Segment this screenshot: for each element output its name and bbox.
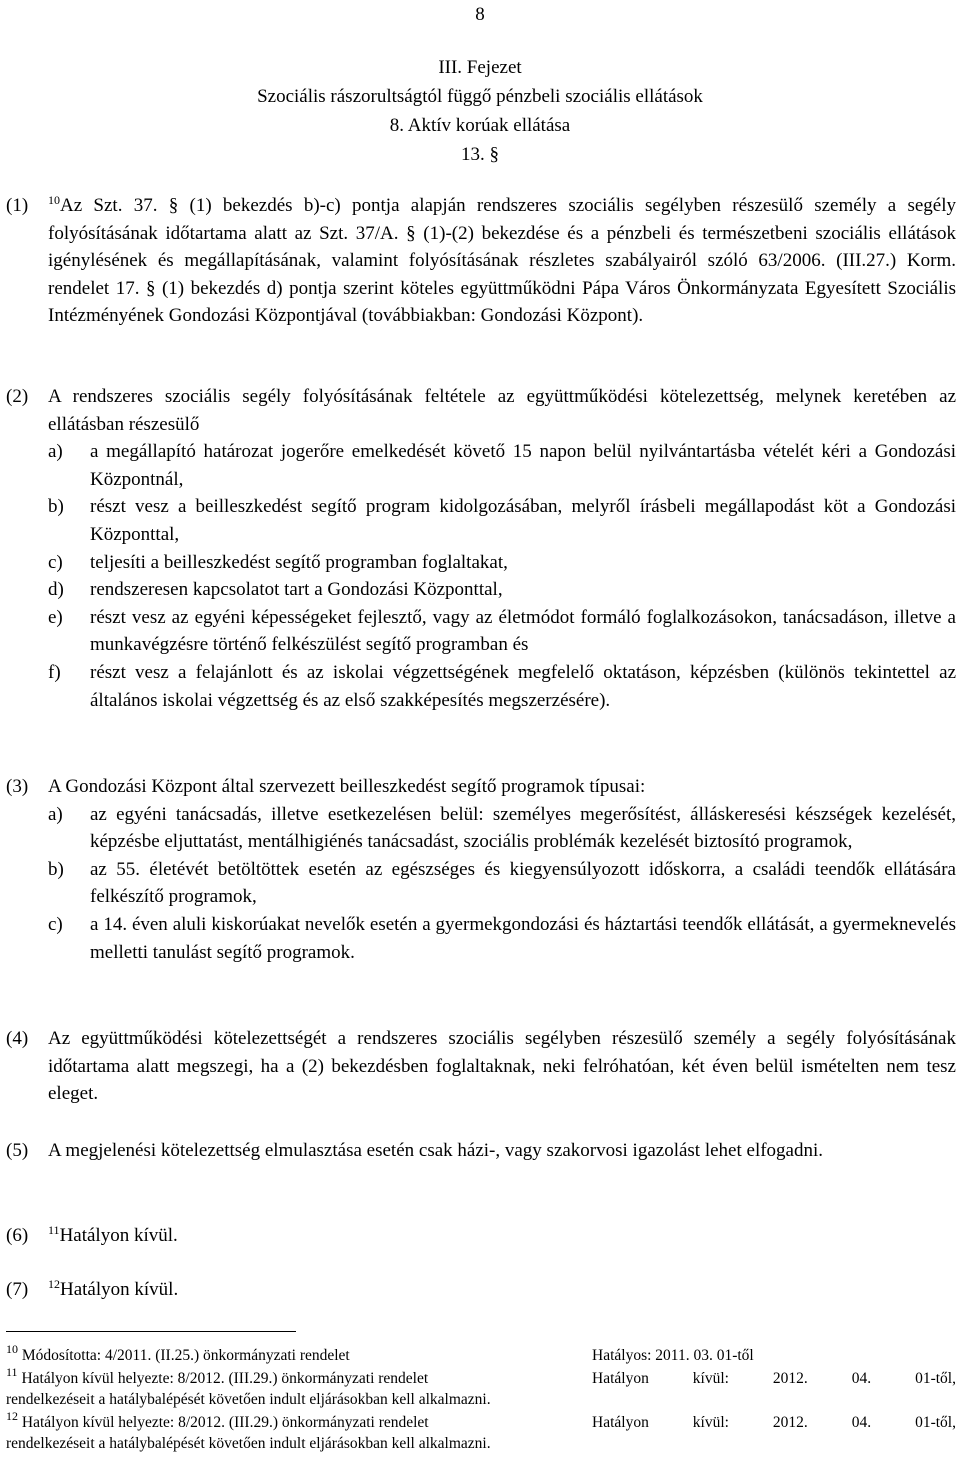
footnote-number: 12 [6,1409,18,1423]
footnote-effective: Hatályos: 2011. 03. 01-től [592,1347,754,1364]
paragraph-5 [6,1137,956,1165]
paragraph-4 [6,1025,956,1108]
section-number: 13. § [461,144,499,165]
item-text: részt vesz a felajánlott és az iskolai végzettségének megfelelő oktatáson, képzésben (különös tekintettel az általános iskolai végzettség és az első szakképesítés megszerzésére). [90,661,956,711]
paragraph-number: (2) [6,386,29,407]
footnote-line2: rendelkezéseit a hatálybalépését követően indult eljárásokban kell alkalmazni. [6,1435,491,1452]
footnote-10 [6,1342,956,1366]
paragraph-3 [6,773,956,966]
page-number: 8 [475,4,485,25]
footnote-effective: Hatályon kívül: 2012. 04. 01-től, [592,1370,956,1387]
paragraph-text: Hatályon kívül. [60,1279,179,1300]
footnote-ref: 11 [48,1223,60,1237]
footnote-separator [6,1331,296,1332]
item-label: a) [48,803,63,825]
list-item [6,438,956,493]
paragraph-text: Hatályon kívül. [59,1225,178,1246]
footnote-text: Hatályon kívül helyezte: 8/2012. (III.29.) önkormányzati rendelet [21,1370,429,1387]
footnote-12 [6,1409,956,1454]
item-text: részt vesz a beilleszkedést segítő program kidolgozásában, melyről írásbeli megállapodást köt a Gondozási Központtal, [90,496,956,545]
footnote-ref: 12 [48,1277,60,1291]
footnote-11 [6,1365,956,1410]
list-item [6,801,956,856]
paragraph-text: Az együttműködési kötelezettségét a rendszeres szociális segélyben részesülő személy a segély folyósításának időtartama alatt megszegi, ha a (2) bekezdésben foglaltaknak, neki felróhatóan, két éven belül ismételten nem tesz eleget. [48,1028,956,1105]
item-text: az 55. életévét betöltöttek esetén az egészséges és kiegyensúlyozott időskorra, a családi teendők ellátására felkészítő programok, [90,858,956,908]
paragraph-6 [6,1222,956,1250]
paragraph-7 [6,1276,956,1304]
footnote-text: Hatályon kívül helyezte: 8/2012. (III.29.) önkormányzati rendelet [21,1414,429,1431]
list-item [6,493,956,548]
paragraph-number: (3) [6,776,29,797]
item-text: rendszeresen kapcsolatot tart a Gondozási Központtal, [90,579,503,601]
footnote-effective: Hatályon kívül: 2012. 04. 01-től, [592,1414,956,1431]
list-item [6,911,956,966]
list-item [6,576,956,604]
chapter-title: Szociális rászorultságtól függő pénzbeli szociális ellátások [257,86,703,107]
list-item [6,549,956,577]
item-text: részt vesz az egyéni képességeket fejlesztő, vagy az életmódot formáló foglalkozásokon, tanácsadáson, illetve a munkavégzésre történő felkészülést segítő programban és [90,606,956,656]
item-text: a megállapító határozat jogerőre emelkedését követő 15 napon belül nyilvántartásba vételét kéri a Gondozási Központnál, [90,441,956,490]
item-label: f) [48,661,61,683]
paragraph-number: (4) [6,1028,29,1049]
footnote-number: 10 [6,1342,18,1356]
item-label: c) [48,551,63,573]
paragraph-number: (5) [6,1140,29,1161]
paragraph-intro: A rendszeres szociális segély folyósításának feltétele az együttműködési kötelezettség, melynek keretében az ellátásban részesülő [48,386,956,435]
paragraph-2 [6,383,956,714]
chapter-heading: III. Fejezet [438,57,522,78]
item-label: a) [48,441,63,463]
item-label: d) [48,579,64,601]
footnote-number: 11 [6,1365,18,1379]
item-text: teljesíti a beilleszkedést segítő programban foglaltakat, [90,551,508,573]
paragraph-number: (6) [6,1225,29,1246]
item-label: b) [48,496,64,518]
paragraph-intro: A Gondozási Központ által szervezett beilleszkedést segítő programok típusai: [48,776,646,797]
list-item [6,659,956,714]
item-label: e) [48,606,63,628]
footnote-text: Módosította: 4/2011. (II.25.) önkormányzati rendelet [21,1347,350,1364]
footnote-ref: 10 [48,193,60,207]
list-item [6,604,956,659]
item-text: a 14. éven aluli kiskorúakat nevelők esetén a gyermekgondozási és háztartási teendők ellátását, a gyermeknevelés melletti tanulást segítő programok. [90,913,956,963]
paragraph-number: (1) [6,195,29,216]
footnote-line2: rendelkezéseit a hatálybalépését követően indult eljárásokban kell alkalmazni. [6,1391,491,1408]
item-label: c) [48,913,63,935]
paragraph-number: (7) [6,1279,29,1300]
section-subtitle: 8. Aktív korúak ellátása [389,115,571,136]
item-text: az egyéni tanácsadás, illetve esetkezelésen belül: személyes megerősítést, álláskeresési készségek kezelését, képzésbe eljuttatást, mentálhigiénés tanácsadást, szociális problémák kezelését biztosító programok, [90,803,956,853]
list-item [6,856,956,911]
paragraph-1 [6,192,956,330]
paragraph-text: A megjelenési kötelezettség elmulasztása esetén csak házi-, vagy szakorvosi igazolást lehet elfogadni. [48,1140,824,1161]
paragraph-text: Az Szt. 37. § (1) bekezdés b)-c) pontja alapján rendszeres szociális segélyben részesülő személy a segély folyósításának időtartama alatt az Szt. 37/A. § (1)-(2) bekezdése és a pénzbeli és természetbeni szociális ellátások igénylésének és megállapításának, valamint folyósításának részletes szabályairól szóló 63/2006. (III.27.) Korm. rendelet 17. § (1) bekezdés d) pontja szerint köteles együttműködni Pápa Város Önkormányzata Egyesített Szociális Intézményének Gondozási Központjával (továbbiakban: Gondozási Központ). [48,195,956,327]
item-label: b) [48,858,64,880]
